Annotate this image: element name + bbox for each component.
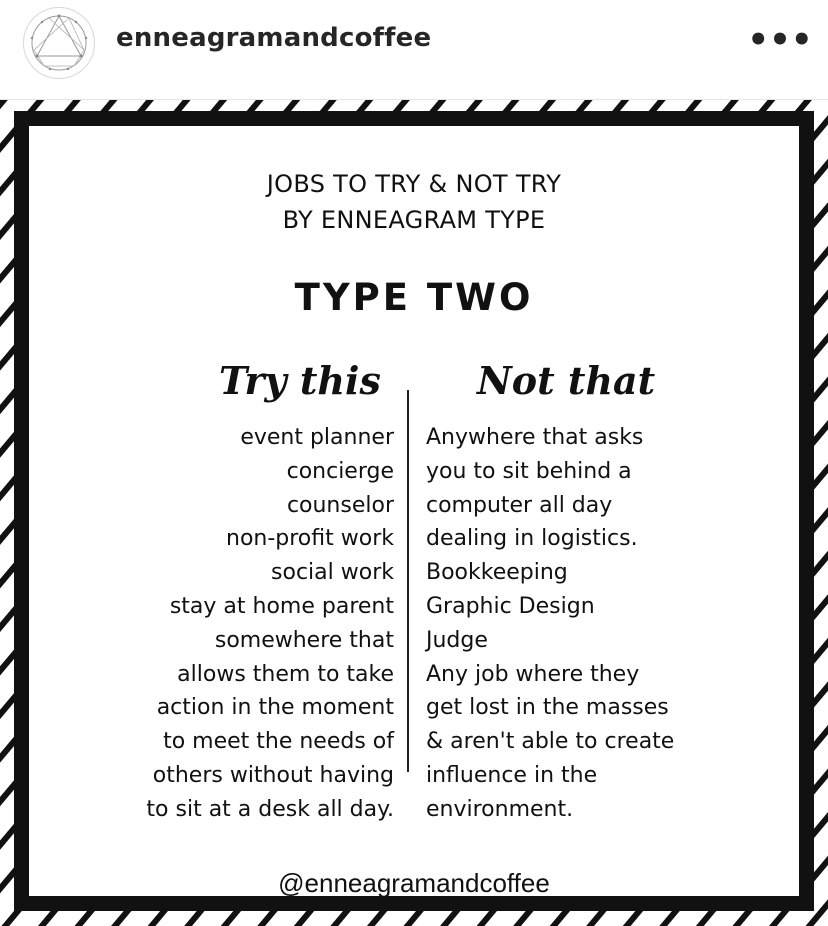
not-item: Judge	[426, 627, 488, 653]
try-item: counselor	[286, 492, 394, 518]
not-item: & aren't able to create	[426, 729, 675, 755]
content-card	[14, 111, 814, 911]
try-item: social work	[271, 560, 394, 586]
try-item: action in the moment	[156, 695, 394, 721]
try-list	[99, 421, 394, 827]
try-item: concierge	[286, 458, 394, 484]
not-list	[426, 421, 766, 827]
try-item: somewhere that	[214, 627, 394, 653]
more-horizontal-icon: •••	[747, 20, 813, 60]
try-item: event planner	[240, 425, 394, 450]
username-link[interactable]: enneagramandcoffee	[116, 23, 432, 53]
avatar[interactable]	[23, 7, 95, 79]
try-item: others without having	[152, 762, 394, 788]
column-divider	[407, 390, 409, 772]
not-item: Anywhere that asks	[426, 425, 644, 450]
not-that-heading: Not that	[477, 358, 656, 403]
not-item: Graphic Design	[426, 593, 595, 619]
try-item: allows them to take	[177, 661, 394, 687]
try-item: to sit at a desk all day.	[146, 796, 394, 822]
not-item: get lost in the masses	[426, 695, 669, 721]
not-item: influence in the	[426, 762, 598, 788]
more-options-button[interactable]	[747, 18, 813, 62]
try-this-heading: Try this	[219, 358, 381, 403]
type-title: TYPE TWO	[294, 276, 534, 319]
account-handle: @enneagramandcoffee	[278, 868, 550, 898]
post-image	[0, 100, 828, 926]
not-item: environment.	[426, 796, 574, 822]
post-header	[0, 0, 828, 100]
try-item: non-profit work	[226, 526, 394, 552]
heading-line-1: JOBS TO TRY & NOT TRY	[266, 170, 562, 198]
try-item: to meet the needs of	[163, 729, 394, 755]
not-item: Bookkeeping	[426, 560, 568, 586]
not-item: Any job where they	[426, 661, 640, 687]
not-item: you to sit behind a	[426, 458, 632, 484]
heading-line-2: BY ENNEAGRAM TYPE	[282, 206, 546, 234]
not-item: dealing in logistics.	[426, 526, 638, 552]
try-item: stay at home parent	[169, 593, 394, 619]
enneagram-logo-icon	[24, 8, 94, 78]
not-item: computer all day	[426, 492, 613, 518]
